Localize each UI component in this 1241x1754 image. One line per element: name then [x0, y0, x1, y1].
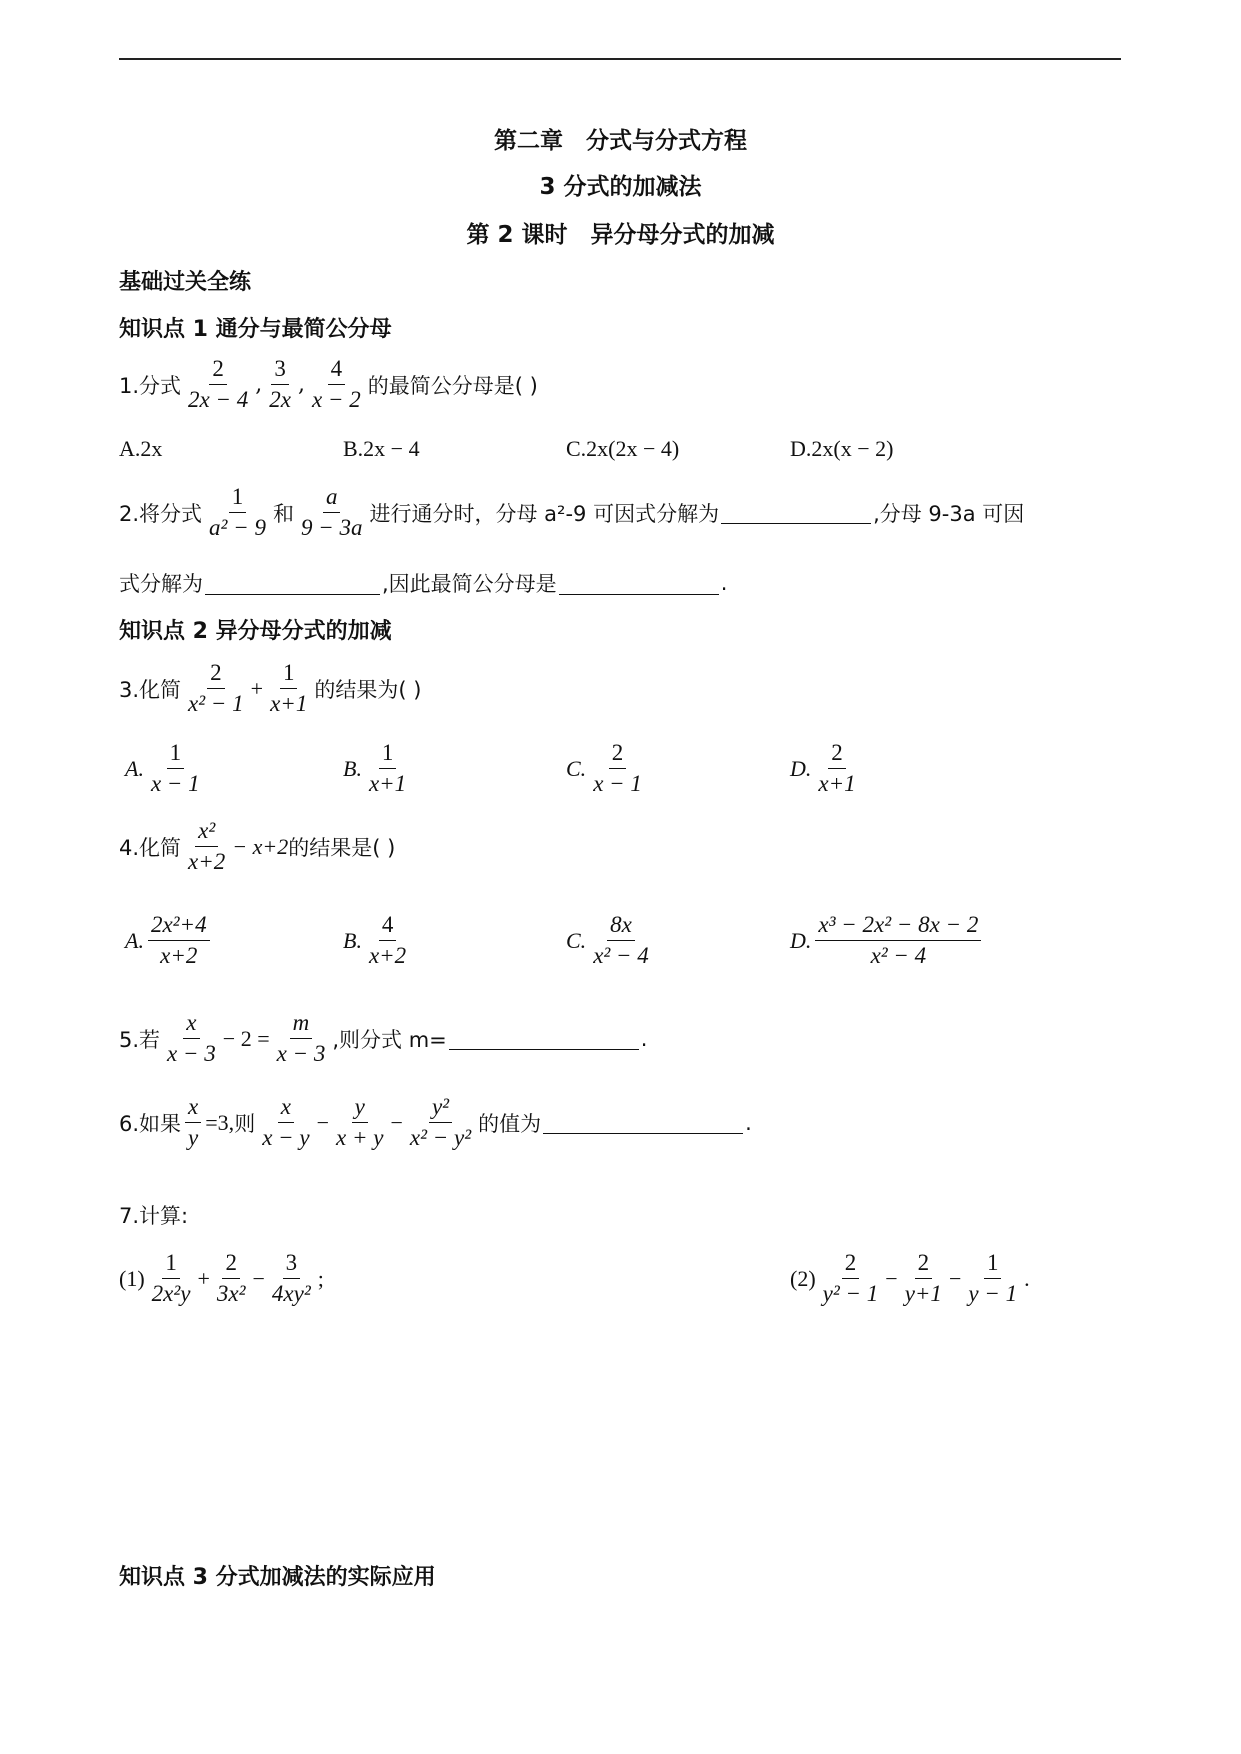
q1-prefix: 1.分式 [119, 373, 182, 398]
knowledge-point-2: 知识点 2 异分母分式的加减 [119, 619, 392, 644]
q2-prefix: 2.将分式 [119, 501, 203, 526]
q5-blank[interactable] [449, 1027, 639, 1050]
q5-mid: − 2 = [222, 1025, 270, 1051]
q2-fraction-1: $\frac{1}{\text{a² − 9}}$ [209, 484, 266, 541]
q6-minus-2: − [390, 1109, 403, 1135]
q3-fraction-1: $\frac{2}{\text{x² − 1}}$ [188, 660, 244, 717]
q1-option-d: D.2x(x − 2) [790, 436, 894, 461]
q5-prefix: 5.若 [119, 1027, 161, 1052]
q4-option-a: A. $\frac{\text{2x²+4}}{x+2}$ [125, 912, 214, 970]
knowledge-point-1: 知识点 1 通分与最简公分母 [119, 317, 392, 342]
q7-part-1: (1) $\frac{1}{\text{2x²y}}$ + $\frac{2}{\text{3x²}}$ − $\frac{3}{\text{4xy²}}$ ; [119, 1250, 324, 1307]
header-rule [119, 58, 1121, 60]
q2-text-1: 进行通分时，分母 a²-9 可因式分解为 [369, 501, 720, 526]
q2-text-2: ,分母 9-3a 可因 [873, 501, 1025, 526]
q6-fraction-3: $\frac{y}{x + y}$ [336, 1094, 384, 1151]
q2-text-4: ,因此最简公分母是 [382, 572, 557, 596]
q3-option-d: D. $\frac{2}{x+1}$ [790, 740, 856, 797]
q4-option-d: D. $\frac{\text{x³ − 2x² − 8x − 2}}{\text{x² − 4}}$ [790, 912, 985, 970]
question-5 [119, 1010, 647, 1068]
q6-end: . [745, 1110, 752, 1135]
q5-fraction-2: $\frac{m}{x - 3}$ [276, 1010, 326, 1067]
q2-end: . [720, 571, 728, 595]
q6-fraction-2: $\frac{x}{x - y}$ [262, 1094, 310, 1151]
question-2 [119, 484, 1024, 542]
q1-fraction-3: $\frac{4}{x - 2}$ [312, 356, 361, 413]
q3-prefix: 3.化简 [119, 677, 182, 702]
q2-blank-3[interactable] [559, 572, 719, 595]
q1-suffix: 的最简公分母是( ) [367, 373, 538, 398]
q4-suffix: 的结果是( ) [288, 835, 396, 860]
part-title: 基础过关全练 [119, 270, 252, 295]
q5-end: . [640, 1026, 648, 1051]
q5-fraction-1: $\frac{x}{x - 3}$ [167, 1010, 216, 1067]
q3-option-c: C. $\frac{2}{x - 1}$ [566, 740, 642, 797]
lesson-title: 第 2 课时 异分母分式的加减 [466, 222, 775, 248]
q2-fraction-2: $\frac{a}{9 - 3a}$ [300, 484, 363, 541]
q6-suffix: 的值为 [478, 1111, 542, 1136]
question-4 [119, 818, 395, 876]
q1-fraction-2: $\frac{3}{2x}$ [269, 356, 291, 413]
q6-eq: =3, [205, 1109, 235, 1135]
q6-fraction-1: $\frac{x}{y}$ [185, 1094, 201, 1152]
section-title: 3 分式的加减法 [539, 174, 702, 200]
q3-fraction-2: $\frac{1}{x+1}$ [270, 660, 308, 717]
question-3 [119, 660, 421, 718]
q6-then: 则 [234, 1111, 256, 1136]
q4-rest: − x+2 [232, 833, 289, 859]
knowledge-point-3: 知识点 3 分式加减法的实际应用 [119, 1565, 436, 1590]
q1-option-c: C.2x(2x − 4) [566, 436, 680, 461]
q3-option-a: A. $\frac{1}{x - 1}$ [125, 740, 200, 797]
q6-prefix: 6.如果 [119, 1111, 182, 1136]
q7-part-2: (2) $\frac{2}{\text{y² − 1}}$ − $\frac{2}{y+1}$ − $\frac{1}{y - 1}$ . [790, 1250, 1030, 1307]
q4-prefix: 4.化简 [119, 835, 182, 860]
q4-fraction-1: $\frac{\text{x²}}{x+2}$ [188, 818, 226, 875]
q2-and: 和 [272, 501, 294, 526]
q4-option-c: C. $\frac{8x}{\text{x² − 4}}$ [566, 912, 649, 969]
q6-blank[interactable] [543, 1111, 743, 1134]
q3-plus: + [250, 675, 264, 701]
q1-option-b: B.2x − 4 [343, 436, 420, 461]
q4-option-b: B. $\frac{4}{x+2}$ [343, 912, 407, 969]
question-2-line-2 [119, 568, 727, 598]
q1-option-a: A.2x [119, 436, 163, 461]
q2-blank-1[interactable] [721, 501, 871, 524]
question-1: 1.分式 $\frac{2}{2x - 4}$ , $\frac{3}{2x}$ , $\frac{4}{x - 2}$ 的最简公分母是( ) [119, 356, 538, 413]
question-7 [119, 1200, 188, 1230]
q5-suffix: ,则分式 m= [332, 1027, 447, 1052]
q2-blank-2[interactable] [205, 572, 380, 595]
q6-fraction-4: $\frac{\text{y²}}{\text{x² − y²}}$ [409, 1094, 472, 1151]
q1-fraction-1: $\frac{2}{2x - 4}$ [188, 356, 249, 413]
question-6 [119, 1094, 752, 1152]
q6-minus-1: − [316, 1109, 330, 1135]
chapter-title: 第二章 分式与分式方程 [494, 128, 747, 154]
q7-prefix: 7.计算: [119, 1204, 189, 1228]
q2-text-3: 式分解为 [119, 572, 203, 596]
q3-option-b: B. $\frac{1}{x+1}$ [343, 740, 407, 797]
q3-suffix: 的结果为( ) [314, 677, 422, 702]
